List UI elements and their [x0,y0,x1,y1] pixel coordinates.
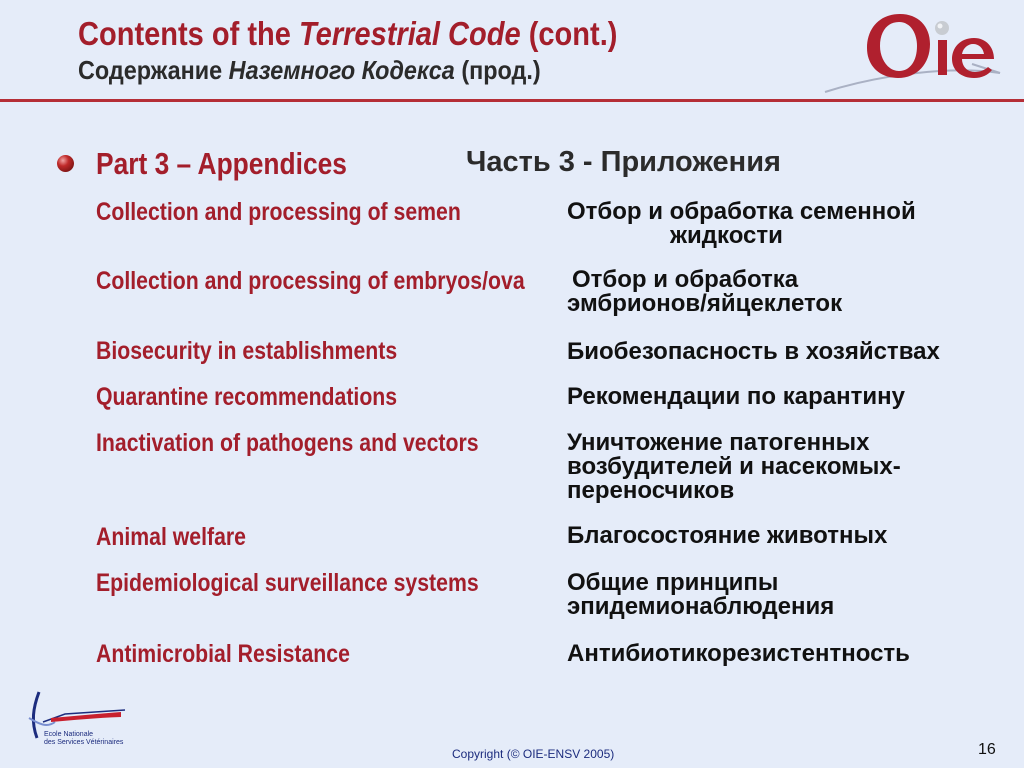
item-ru: Уничтожение патогенных возбудителей и насекомых- переносчиков [567,429,901,504]
section-heading-en: Part 3 – Appendices [96,146,347,181]
title-en-italic: Terrestrial Code [299,15,521,52]
copyright-text: Copyright (© OIE-ENSV 2005) [452,747,615,761]
item-ru: Антибиотикорезистентность [567,640,910,667]
bullet-icon [57,155,74,172]
item-en: Epidemiological surveillance systems [96,569,479,597]
item-en: Biosecurity in establishments [96,337,398,365]
item-en: Inactivation of pathogens and vectors [96,429,479,457]
page-number: 16 [978,741,996,758]
slide-title-en [78,15,617,53]
item-ru: Биобезопасность в хозяйствах [567,338,940,365]
oie-logo [822,6,1022,96]
item-en: Collection and processing of semen [96,198,461,226]
item-en: Animal welfare [96,523,246,551]
title-en-prefix: Contents of the [78,15,300,52]
title-ru-prefix: Содержание [78,55,229,85]
slide-title-ru [78,55,541,86]
header-divider [0,99,1024,102]
title-ru-suffix: (прод.) [454,55,541,85]
item-ru: Отбор и обработка семенной жидкости [567,198,916,249]
item-ru: Благосостояние животных [567,522,888,549]
ensv-logo-text: Ecole Nationale des Services Vétérinaires [44,731,124,746]
title-en-suffix: (cont.) [520,15,618,52]
item-en: Quarantine recommendations [96,383,398,411]
item-en: Antimicrobial Resistance [96,640,350,668]
item-ru: Общие принципы эпидемионаблюдения [567,569,835,620]
item-ru: Рекомендации по карантину [567,383,905,410]
item-en: Collection and processing of embryos/ova [96,267,525,295]
title-ru-italic: Наземного Кодекса [228,55,455,85]
section-heading-ru: Часть 3 - Приложения [466,146,781,178]
item-ru: Отбор и обработка эмбрионов/яйцеклеток [567,266,843,317]
